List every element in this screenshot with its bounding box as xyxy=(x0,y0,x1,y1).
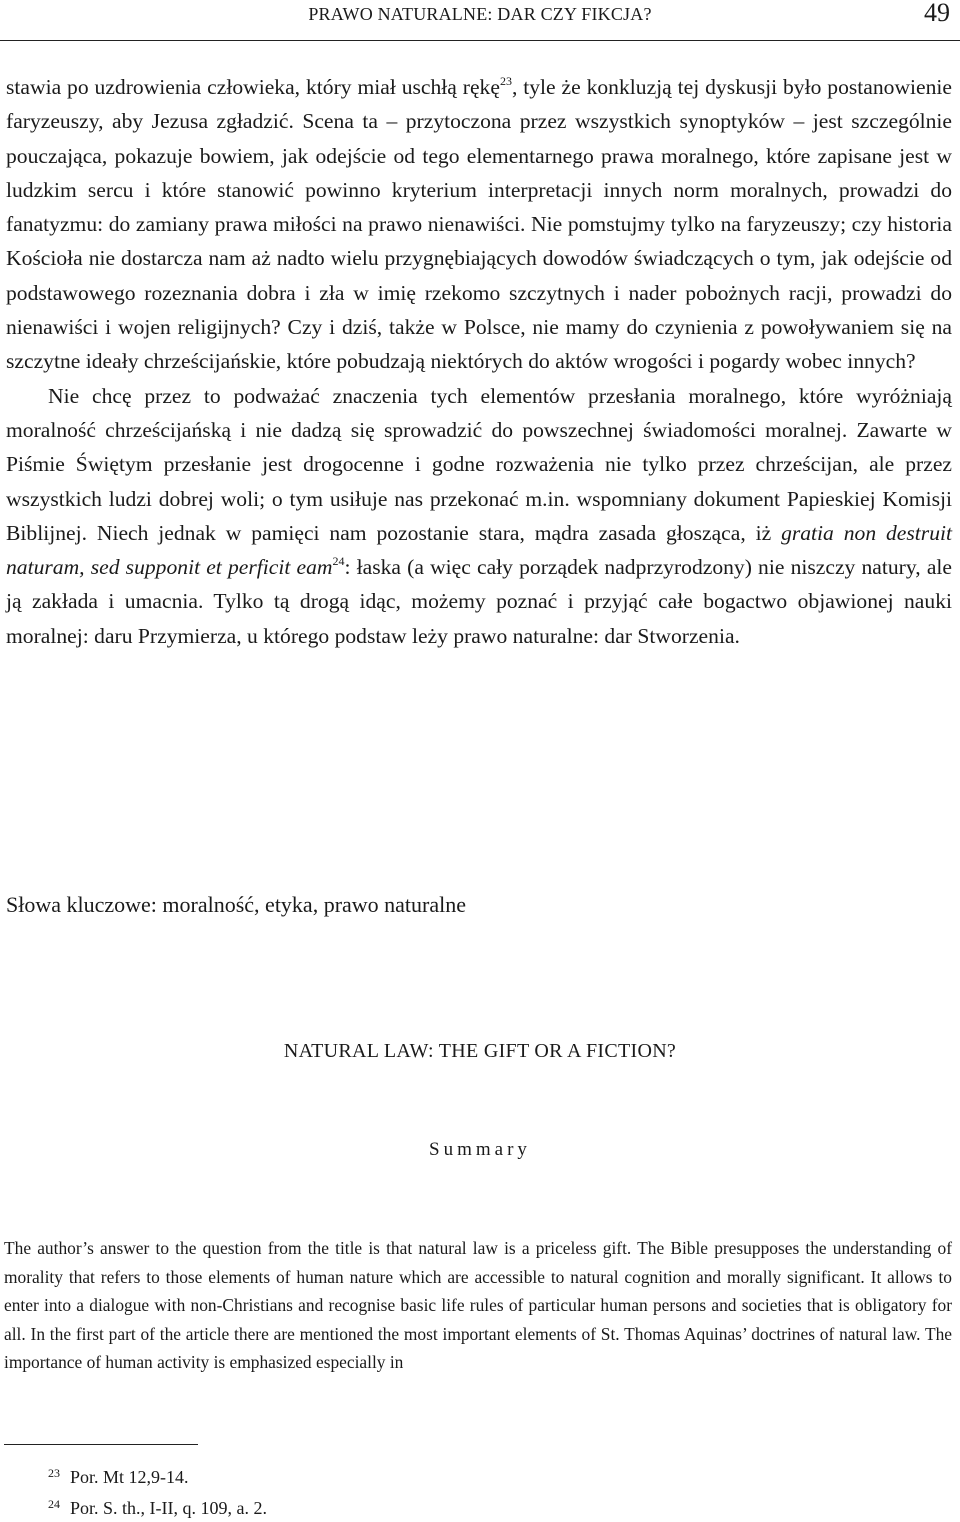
running-head-title: PRAWO NATURALNE: DAR CZY FIKCJA? xyxy=(308,4,652,24)
footnote-23 xyxy=(48,1460,267,1491)
page-number: 49 xyxy=(924,0,950,27)
footnote-text: Por. Mt 12,9-14. xyxy=(70,1467,189,1487)
paragraph-1-text-b: , tyle że konkluzją tej dyskusji było postanowienie faryzeuszy, aby Jezusa zgładzić. Scena ta – przytoczona przez wszystkich synoptyków – jest szczególnie pouczająca, pokazuje bowiem, jak odejście od tego elementarnego prawa moralnego, które zapisane jest w ludzkim sercu i które stanowić powinno kryterium interpretacji innych norm moralnych, prowadzi do fanatyzmu: do zamiany prawa miłości na prawo nienawiści. Nie pomstujmy tylko na faryzeuszy; czy historia Kościoła nie dostarcza nam aż nadto wielu przygnębiających dowodów świadczących o tym, jak odejście od podstawowego rozeznania dobra i zła w imię rzekomo szczytnych i nader pobożnych racji, prowadzi do nienawiści i wojen religijnych? Czy i dziś, także w Polsce, nie mamy do czynienia z powoływaniem się na szczytne ideały chrześcijańskie, które pobudzają niektórych do aktów wrogości i pogardy wobec innych? xyxy=(6,75,953,374)
main-body-text xyxy=(6,70,952,653)
footnote-mark: 24 xyxy=(48,1497,60,1511)
footnote-text: Por. S. th., I-II, q. 109, a. 2. xyxy=(70,1498,267,1518)
footnote-divider xyxy=(4,1444,198,1445)
latin-quote: gratia non destruit naturam, sed supponit et perficit eam xyxy=(6,520,952,580)
footnote-mark: 23 xyxy=(48,1466,60,1480)
summary-text: The author’s answer to the question from the title is that natural law is a priceless gift. The Bible presupposes the understanding of morality that refers to those elements of human nature which are accessible to natural cognition and morally significant. It allows to enter into a dialogue with non-Christians and recognise basic life rules of particular human persons and societies that is obligatory for all. In the first part of the article there are mentioned the most important elements of St. Thomas Aquinas’ doctrines of natural law. The importance of human activity is emphasized especially in xyxy=(4,1238,952,1372)
running-header xyxy=(0,0,960,41)
footnote-ref-24: 24 xyxy=(332,554,345,569)
summary-section xyxy=(4,1234,952,1377)
keywords: Słowa kluczowe: moralność, etyka, prawo naturalne xyxy=(6,892,467,917)
footnote-ref-23: 23 xyxy=(499,74,512,88)
paragraph-1 xyxy=(6,70,952,379)
paragraph-2-text-b: : łaska (a więc cały porządek nadprzyrodzony) nie niszczy natury, ale ją zakłada i umacnia. Tylko tą drogą idąc, możemy poznać i przyjąć całe bogactwo objawionej nauki moralnej: daru Przymierza, u którego podstaw leży prawo naturalne: dar Stworzenia. xyxy=(6,555,952,648)
footnote-24 xyxy=(48,1491,267,1522)
paragraph-2-text-a: Nie chcę przez to podważać znaczenia tych elementów przesłania moralnego, które wyróżniają moralność chrześcijańską i nie dadzą się sprowadzić do powszechnej świadomości moralnej. Zawarte w Piśmie Świętym przesłanie jest drogocenne i godne rozważenia nie tylko przez chrześcijan, ale przez wszystkich ludzi dobrej woli; o tym usiłuje nas przekonać m.in. wspomniany dokument Papieskiej Komisji Biblijnej. Niech jednak w pamięci nam pozostanie stara, mądra zasada głosząca, iż xyxy=(6,383,952,545)
paragraph-1-text-a: stawia po uzdrowienia człowieka, który miał uschłą rękę xyxy=(6,75,500,99)
paragraph-2 xyxy=(6,379,952,653)
summary-heading: Summary xyxy=(429,1139,531,1160)
footnotes xyxy=(48,1460,267,1522)
english-title: NATURAL LAW: THE GIFT OR A FICTION? xyxy=(283,1040,677,1062)
